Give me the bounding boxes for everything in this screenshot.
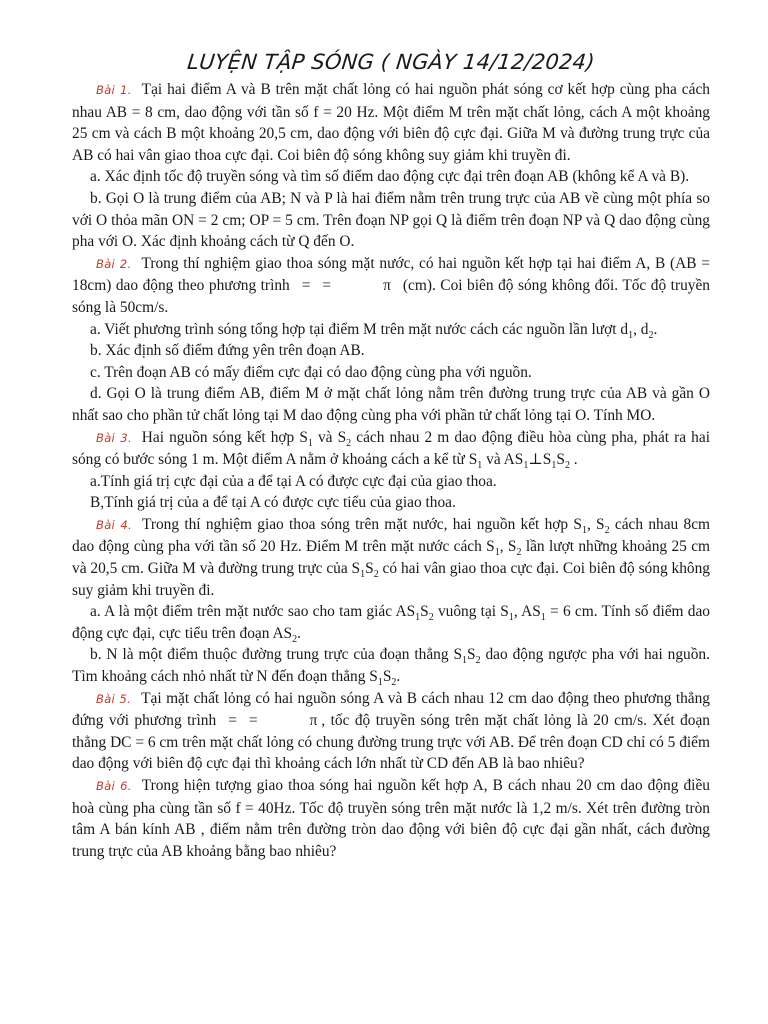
equation-symbol: π xyxy=(309,712,318,730)
problem-1-part-b: b. Gọi O là trung điểm của AB; N và P là hai điểm nằm trên trung trực của AB về cùng một phía so với O thỏa mãn ON = 2 cm; OP = 5 cm. Trên đoạn NP gọi Q là điểm trên đoạn NP và Q dao động cùng pha với O. Xác định khoảng cách từ Q đến O. xyxy=(72,189,710,251)
problem-2-part-d: d. Gọi O là trung điểm AB, điểm M ở mặt chất lỏng nằm trên đường trung trực của AB và gần O nhất sao cho phần tử chất lỏng tại M dao động cùng pha với phần tử chất lỏng tại O. Tính MO. xyxy=(72,385,710,424)
problem-6: Bài 6. Trong hiện tượng giao thoa sóng hai nguồn kết hợp A, B cách nhau 20 cm dao động điều hoà cùng pha cùng tần số f = 40Hz. Tốc độ truyền sóng trên mặt nước là 1,2 m/s. Xét trên đường tròn tâm A bán kính AB , điểm nằm trên đường tròn dao động với biên độ cực đại gần nhất, cách đường trung trực của AB khoảng bằng bao nhiêu? xyxy=(72,777,710,860)
problem-4-part-a: a. A là một điểm trên mặt nước sao cho tam giác $AS_1S_2$ vuông tại $S_1$, $AS_1 = 6$ cm. Tính số điểm dao động cực đại, cực tiểu trên đoạn $AS_2$. xyxy=(72,603,710,645)
problem-4-part-b: b. N là một điểm thuộc đường trung trực của đoạn thẳng $S_1S_2$ dao động ngược pha với hai nguồn. Tìm khoảng cách nhỏ nhất từ N đến đoạn thẳng $S_1S_2$. xyxy=(72,646,710,689)
problem-label: Bài 1. xyxy=(96,83,132,97)
problem-label: Bài 4. xyxy=(96,517,132,532)
equation-symbol: π xyxy=(383,277,391,295)
problem-2-intro xyxy=(72,253,710,319)
problem-label: Bài 6. xyxy=(96,779,132,793)
problem-2-part-a: a. Viết phương trình sóng tổng hợp tại điểm M trên mặt nước cách các nguồn lần lượt $d_1$, $d_2$. xyxy=(90,320,658,341)
problem-text: (cm). Coi biên độ sóng không đổi. Tốc độ truyền sóng là 50cm/s. xyxy=(72,277,710,316)
problem-2-part-b: b. Xác định số điểm đứng yên trên đoạn AB. xyxy=(90,342,365,360)
equation-symbol: = xyxy=(322,277,332,295)
equation-symbol: = xyxy=(248,712,258,730)
problem-3-part-a: a.Tính giá trị cực đại của a để tại A có được cực đại của giao thoa. xyxy=(90,472,497,490)
problem-5: Bài 5. Tại mặt chất lỏng có hai nguồn sóng A và B cách nhau 12 cm dao động theo phương thẳng đứng với phương trình = = π , tốc độ truyền sóng trên mặt chất lỏng là 20 cm/s. Xét đoạn thẳng DC = 6 cm trên mặt chất lỏng có chung đường trung trực với AB. Để trên đoạn CD chỉ có 5 điểm dao động với biên độ cực đại thì khoảng cách lớn nhất từ CD đến AB là bao nhiêu? xyxy=(72,689,711,773)
problem-3-intro: Bài 3. Hai nguồn sóng kết hợp $S_1$ và $S_2$ cách nhau 2 m dao động điều hòa cùng pha, phát ra hai sóng có bước sóng 1 m. Một điểm A nằm ở khoảng cách a kể từ $S_1$ và $AS_1\perp S_1S_2$ . xyxy=(72,428,710,472)
problem-3-part-b: B,Tính giá trị của a để tại A có được cực tiểu của giao thoa. xyxy=(90,494,456,512)
equation-symbol: = xyxy=(228,712,237,730)
problem-text: Trong thí nghiệm giao thoa sóng mặt nước, có hai nguồn kết hợp tại hai điểm A, B (AB = 18cm) dao động theo phương trình xyxy=(72,254,710,295)
page-title: LUYỆN TẬP SÓNG ( NGÀY 14/12/2024) xyxy=(186,50,596,74)
problem-1-intro xyxy=(72,79,710,166)
problem-text: Tại hai điểm A và B trên mặt chất lỏng có hai nguồn phát sóng cơ kết hợp cùng pha cách nhau AB = 8 cm, dao động với tần số f = 20 Hz. Một điểm M trên mặt chất lỏng, cách A một khoảng 25 cm và cách B một khoảng 20,5 cm, dao động với biên độ cực đại. Giữa M và đường trung trực của AB có hai vân giao thoa cực đại. Coi biên độ sóng không suy giảm khi truyền đi. xyxy=(72,81,710,164)
problem-4-intro: Bài 4. Trong thí nghiệm giao thoa sóng trên mặt nước, hai nguồn kết hợp $S_1$, $S_2$ cách nhau 8cm dao động cùng pha với tần số 20 Hz. Điểm M trên mặt nước cách $S_1$, $S_2$ lần lượt những khoảng 25 cm và 20,5 cm. Giữa M và đường trung trực của $S_1S_2$ có hai vân giao thoa cực đại. Coi biên độ sóng không suy giảm khi truyền đi. xyxy=(72,515,711,599)
problem-label: Bài 5. xyxy=(96,691,132,706)
equation-symbol: = xyxy=(301,277,311,295)
problem-label: Bài 2. xyxy=(96,256,132,271)
problem-2-part-c: c. Trên đoạn AB có mấy điểm cực đại có dao động cùng pha với nguồn. xyxy=(90,363,532,381)
problem-label: Bài 3. xyxy=(96,430,132,445)
problem-1-part-a: a. Xác định tốc độ truyền sóng và tìm số điểm dao động cực đại trên đoạn AB (không kể A và B). xyxy=(90,168,690,186)
